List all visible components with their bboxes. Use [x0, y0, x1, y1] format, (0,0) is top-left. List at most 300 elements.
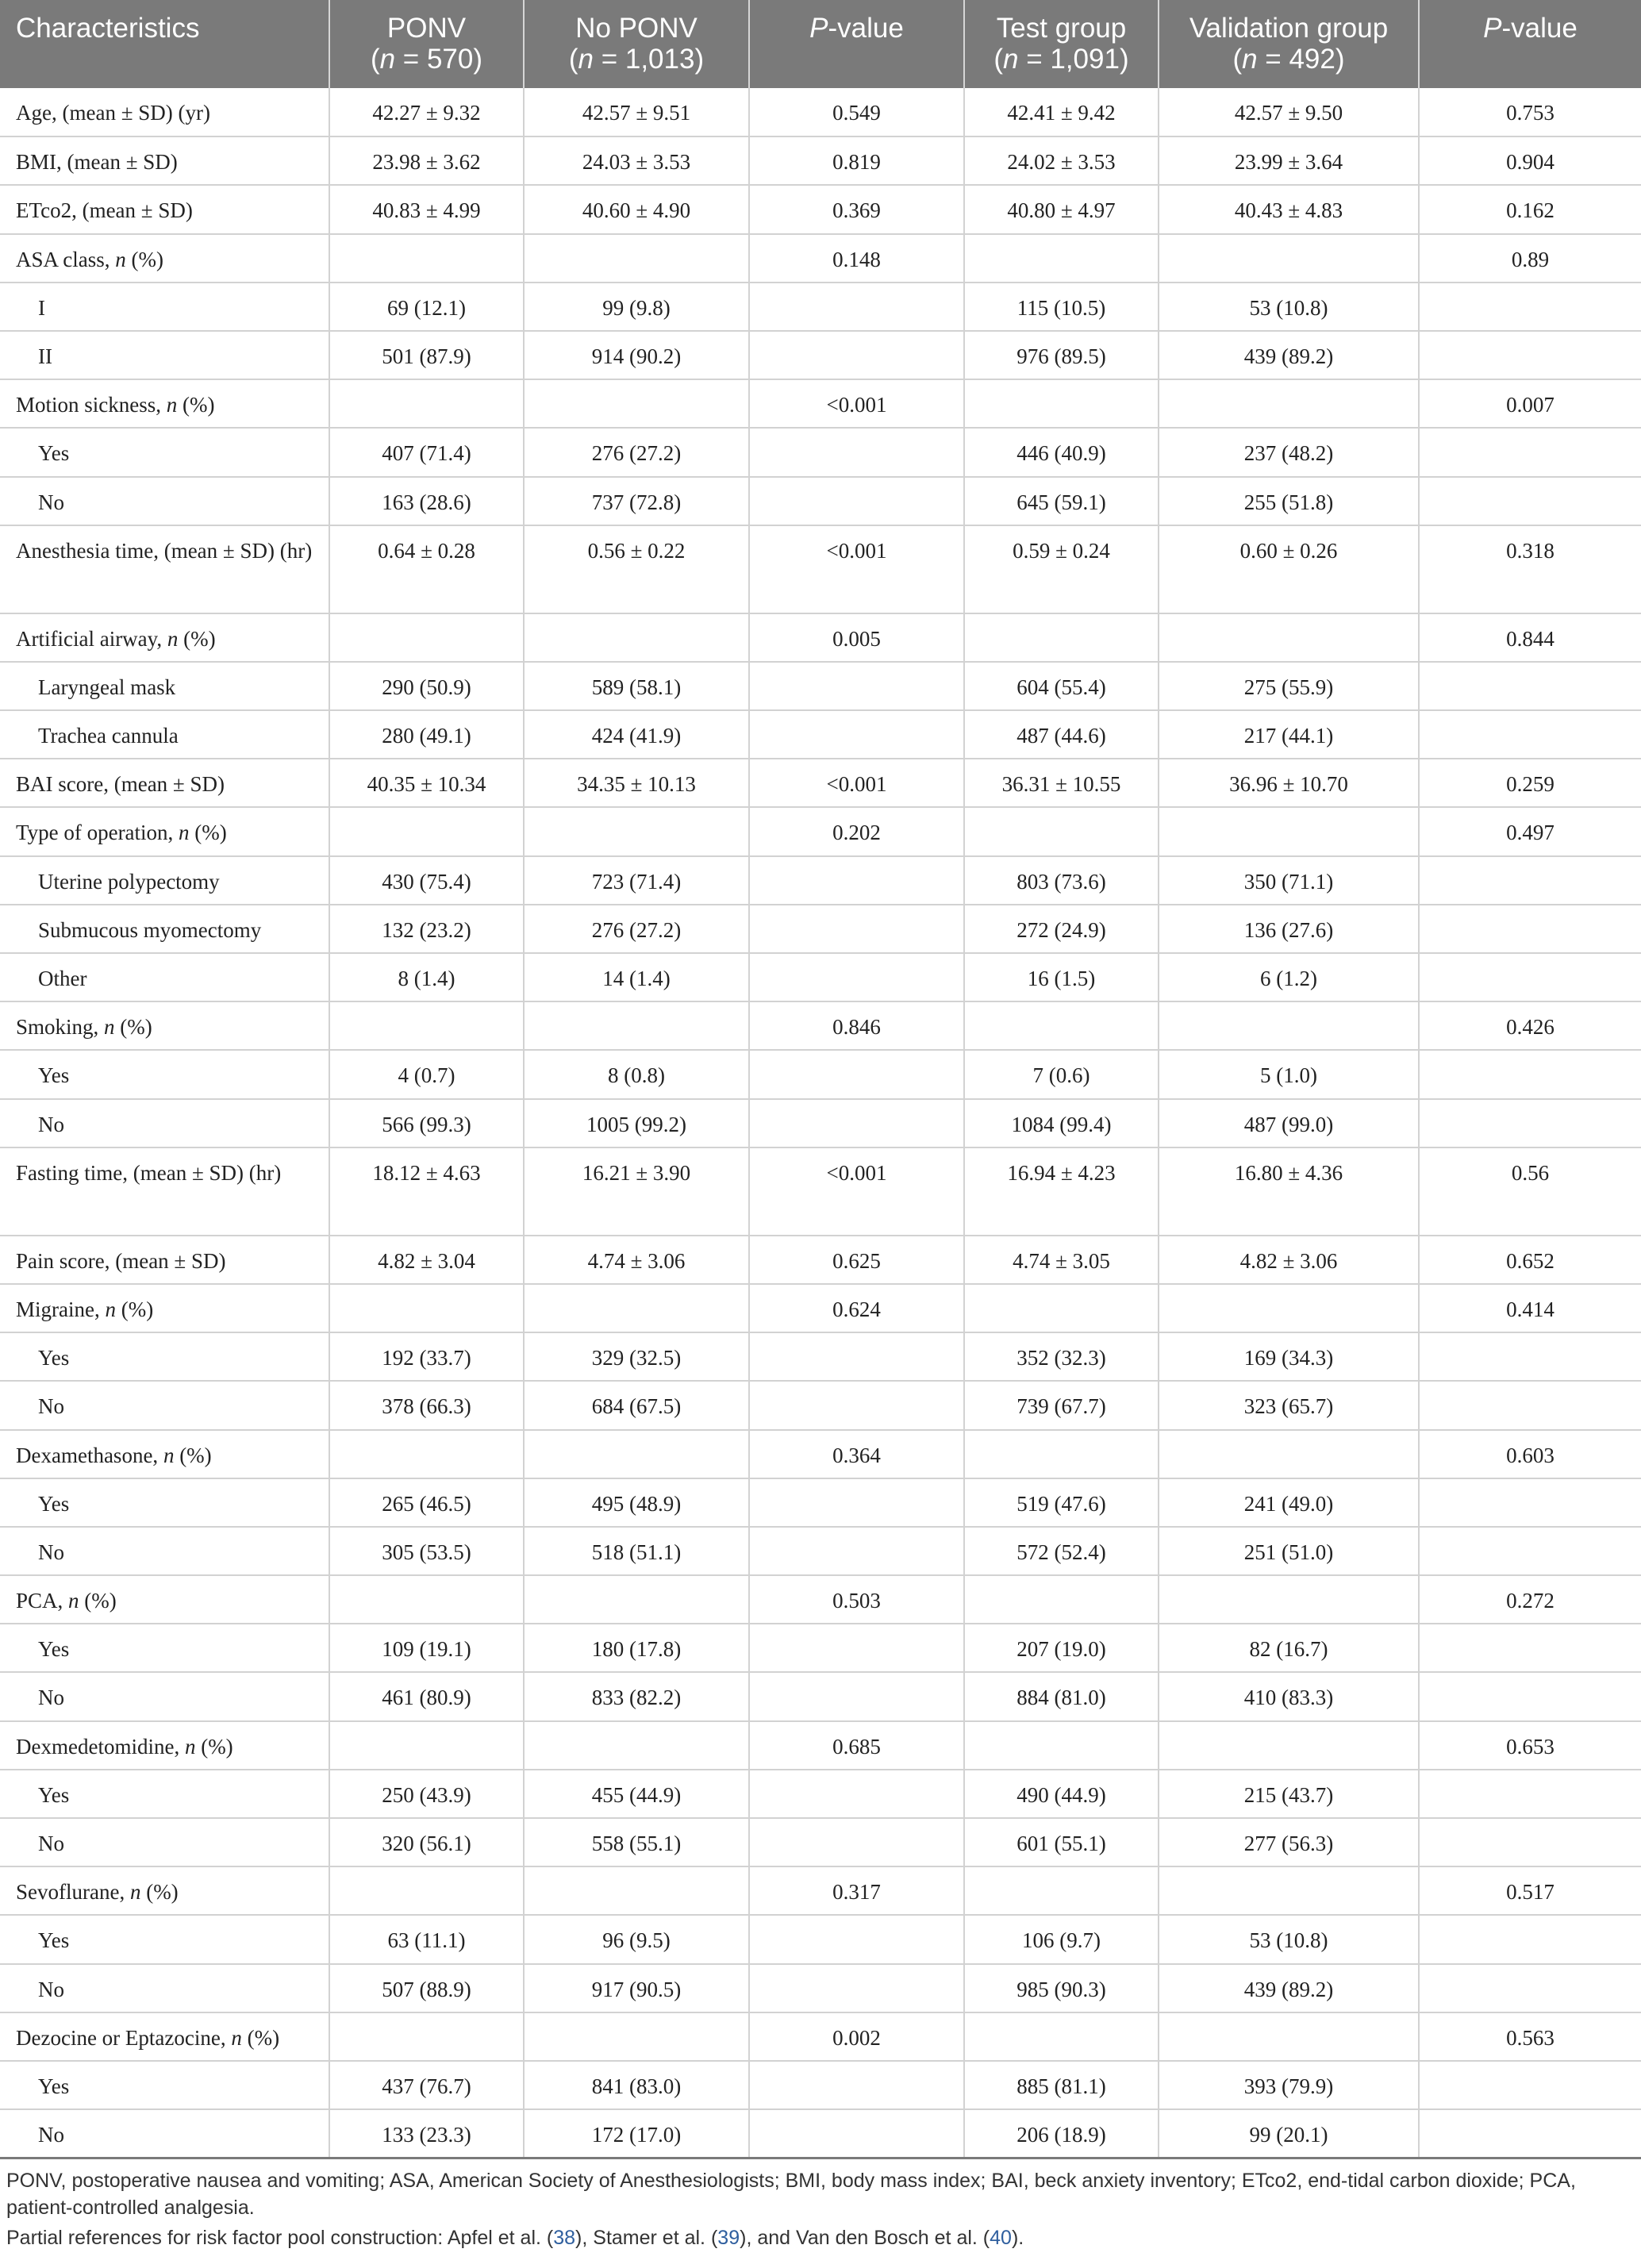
table-cell: 42.57 ± 9.51 [524, 88, 749, 136]
table-cell [1419, 2061, 1641, 2109]
table-cell: 0.603 [1419, 1430, 1641, 1478]
table-cell: 495 (48.9) [524, 1478, 749, 1527]
row-label: Yes [0, 1915, 329, 1963]
table-cell: 24.03 ± 3.53 [524, 136, 749, 185]
table-cell [329, 1866, 524, 1915]
table-cell: 277 (56.3) [1159, 1818, 1419, 1866]
row-label: BMI, (mean ± SD) [0, 136, 329, 185]
table-cell: 4.82 ± 3.06 [1159, 1236, 1419, 1284]
table-cell [1419, 428, 1641, 476]
table-cell: 172 (17.0) [524, 2109, 749, 2158]
table-cell [329, 1575, 524, 1624]
table-cell [329, 1001, 524, 1050]
table-cell: 0.497 [1419, 807, 1641, 855]
table-cell: 0.59 ± 0.24 [964, 525, 1159, 613]
row-label: II [0, 331, 329, 379]
table-cell [524, 2012, 749, 2061]
table-cell [1419, 1624, 1641, 1672]
row-label: Age, (mean ± SD) (yr) [0, 88, 329, 136]
table-cell: 16.94 ± 4.23 [964, 1147, 1159, 1236]
table-cell: 393 (79.9) [1159, 2061, 1419, 2109]
table-cell [1419, 1818, 1641, 1866]
table-cell [964, 1001, 1159, 1050]
table-row [0, 379, 1641, 428]
table-cell [749, 428, 964, 476]
column-header-line2: (n = 570) [370, 44, 483, 75]
table-cell [749, 1770, 964, 1818]
table-cell: 163 (28.6) [329, 477, 524, 525]
table-cell [1419, 856, 1641, 905]
table-row [0, 2061, 1641, 2109]
table-row [0, 428, 1641, 476]
row-label: ETco2, (mean ± SD) [0, 185, 329, 233]
table-cell: 40.60 ± 4.90 [524, 185, 749, 233]
table-cell: 16.80 ± 4.36 [1159, 1147, 1419, 1236]
table-cell: 501 (87.9) [329, 331, 524, 379]
table-row [0, 525, 1641, 613]
table-cell: 4.74 ± 3.05 [964, 1236, 1159, 1284]
table-cell: 439 (89.2) [1159, 331, 1419, 379]
table-cell: 410 (83.3) [1159, 1672, 1419, 1720]
table-cell [964, 2012, 1159, 2061]
table-cell [524, 234, 749, 283]
table-row [0, 1915, 1641, 1963]
column-header-line2: (n = 1,091) [993, 44, 1129, 75]
table-cell [1419, 953, 1641, 1001]
table-cell: 0.148 [749, 234, 964, 283]
table-cell: 439 (89.2) [1159, 1964, 1419, 2012]
table-cell: 0.653 [1419, 1721, 1641, 1770]
table-cell [329, 807, 524, 855]
table-cell [1159, 1001, 1419, 1050]
row-label: Submucous myomectomy [0, 905, 329, 953]
table-row [0, 283, 1641, 331]
table-cell: 487 (99.0) [1159, 1099, 1419, 1147]
table-cell [749, 1964, 964, 2012]
header-row [0, 0, 1641, 88]
table-cell [964, 613, 1159, 662]
row-label: Artificial airway, n (%) [0, 613, 329, 662]
table-cell [329, 379, 524, 428]
table-cell: 42.41 ± 9.42 [964, 88, 1159, 136]
table-row [0, 2109, 1641, 2158]
table-cell: 437 (76.7) [329, 2061, 524, 2109]
table-cell [749, 1915, 964, 1963]
table-cell: 16 (1.5) [964, 953, 1159, 1001]
column-header-3 [749, 0, 964, 88]
table-cell: 350 (71.1) [1159, 856, 1419, 905]
column-header-2 [524, 0, 749, 88]
table-cell: 40.43 ± 4.83 [1159, 185, 1419, 233]
table-row [0, 1381, 1641, 1429]
table-cell: 0.005 [749, 613, 964, 662]
table-cell: 40.80 ± 4.97 [964, 185, 1159, 233]
table-cell: 0.317 [749, 1866, 964, 1915]
table-row [0, 1099, 1641, 1147]
table-cell [749, 1332, 964, 1381]
table-cell: 519 (47.6) [964, 1478, 1159, 1527]
table-cell: 0.56 ± 0.22 [524, 525, 749, 613]
table-cell: 352 (32.3) [964, 1332, 1159, 1381]
table-cell: <0.001 [749, 525, 964, 613]
table-cell: 272 (24.9) [964, 905, 1159, 953]
table-cell: 558 (55.1) [524, 1818, 749, 1866]
table-cell: 378 (66.3) [329, 1381, 524, 1429]
row-label: No [0, 1672, 329, 1720]
row-label: No [0, 1381, 329, 1429]
table-cell: 6 (1.2) [1159, 953, 1419, 1001]
table-cell: 0.819 [749, 136, 964, 185]
table-cell: 841 (83.0) [524, 2061, 749, 2109]
table-cell: 132 (23.2) [329, 905, 524, 953]
table-cell: 1005 (99.2) [524, 1099, 749, 1147]
table-cell: 455 (44.9) [524, 1770, 749, 1818]
table-cell: 99 (9.8) [524, 283, 749, 331]
table-cell [749, 1478, 964, 1527]
table-cell [964, 234, 1159, 283]
table-cell [964, 1721, 1159, 1770]
row-label: Dexamethasone, n (%) [0, 1430, 329, 1478]
table-cell: 115 (10.5) [964, 283, 1159, 331]
table-cell: 42.27 ± 9.32 [329, 88, 524, 136]
table-cell [1159, 807, 1419, 855]
table-cell [1419, 477, 1641, 525]
table-cell: 737 (72.8) [524, 477, 749, 525]
table-cell [524, 379, 749, 428]
table-cell: 0.753 [1419, 88, 1641, 136]
table-cell: 290 (50.9) [329, 662, 524, 710]
row-label: No [0, 2109, 329, 2158]
table-cell: 275 (55.9) [1159, 662, 1419, 710]
row-label: No [0, 1818, 329, 1866]
table-cell [1419, 1099, 1641, 1147]
table-cell: 265 (46.5) [329, 1478, 524, 1527]
table-cell: 604 (55.4) [964, 662, 1159, 710]
row-label: Dezocine or Eptazocine, n (%) [0, 2012, 329, 2061]
table-row [0, 1147, 1641, 1236]
table-cell: 985 (90.3) [964, 1964, 1159, 2012]
table-cell: 96 (9.5) [524, 1915, 749, 1963]
table-cell: 487 (44.6) [964, 710, 1159, 759]
table-cell [1419, 1050, 1641, 1098]
table-cell [749, 283, 964, 331]
table-cell: <0.001 [749, 1147, 964, 1236]
row-label: Fasting time, (mean ± SD) (hr) [0, 1147, 329, 1236]
row-label: Laryngeal mask [0, 662, 329, 710]
table-cell: 329 (32.5) [524, 1332, 749, 1381]
table-row [0, 1332, 1641, 1381]
table-row [0, 1624, 1641, 1672]
table-cell [964, 1575, 1159, 1624]
table-row [0, 1478, 1641, 1527]
table-cell: 407 (71.4) [329, 428, 524, 476]
table-cell [749, 856, 964, 905]
row-label: Yes [0, 428, 329, 476]
column-header-line1: P-value [1483, 13, 1578, 44]
table-cell: 884 (81.0) [964, 1672, 1159, 1720]
table-cell: 0.549 [749, 88, 964, 136]
table-cell: 7 (0.6) [964, 1050, 1159, 1098]
table-cell [1419, 283, 1641, 331]
table-cell [1159, 379, 1419, 428]
row-label: BAI score, (mean ± SD) [0, 759, 329, 807]
table-cell: 430 (75.4) [329, 856, 524, 905]
column-header-0 [0, 0, 329, 88]
column-header-line2: (n = 492) [1232, 44, 1345, 75]
row-label: ASA class, n (%) [0, 234, 329, 283]
table-cell [329, 1284, 524, 1332]
table-row [0, 1284, 1641, 1332]
table-cell: 885 (81.1) [964, 2061, 1159, 2109]
table-row [0, 1866, 1641, 1915]
table-cell [749, 710, 964, 759]
table-cell [964, 1284, 1159, 1332]
table-cell: 833 (82.2) [524, 1672, 749, 1720]
column-header-line1: No PONV [575, 13, 698, 44]
table-cell: 36.96 ± 10.70 [1159, 759, 1419, 807]
table-cell: 24.02 ± 3.53 [964, 136, 1159, 185]
table-cell [524, 1284, 749, 1332]
table-cell: 566 (99.3) [329, 1099, 524, 1147]
table-cell: 0.414 [1419, 1284, 1641, 1332]
table-cell: 4 (0.7) [329, 1050, 524, 1098]
table-cell [524, 807, 749, 855]
table-cell: 82 (16.7) [1159, 1624, 1419, 1672]
row-label: Smoking, n (%) [0, 1001, 329, 1050]
table-cell: 215 (43.7) [1159, 1770, 1419, 1818]
table-cell: 507 (88.9) [329, 1964, 524, 2012]
table-cell: 0.503 [749, 1575, 964, 1624]
table-cell: 0.426 [1419, 1001, 1641, 1050]
table-cell: 136 (27.6) [1159, 905, 1419, 953]
table-cell [1419, 905, 1641, 953]
table-cell: 276 (27.2) [524, 905, 749, 953]
table-cell [749, 2109, 964, 2158]
table-cell [749, 662, 964, 710]
table-cell: 251 (51.0) [1159, 1527, 1419, 1575]
table-row [0, 1575, 1641, 1624]
table-cell: 23.99 ± 3.64 [1159, 136, 1419, 185]
table-cell [1419, 1915, 1641, 1963]
row-label: Yes [0, 1770, 329, 1818]
row-label: Dexmedetomidine, n (%) [0, 1721, 329, 1770]
row-label: Migraine, n (%) [0, 1284, 329, 1332]
table-cell: 446 (40.9) [964, 428, 1159, 476]
table-cell: 0.162 [1419, 185, 1641, 233]
references-prefix: Partial references for risk factor pool construction: [6, 2226, 448, 2249]
table-row [0, 185, 1641, 233]
reference-link[interactable]: 38 [553, 2226, 576, 2249]
table-cell: 8 (0.8) [524, 1050, 749, 1098]
table-row [0, 1770, 1641, 1818]
table-cell [329, 613, 524, 662]
table-cell [1419, 1381, 1641, 1429]
table-cell [749, 477, 964, 525]
table-row [0, 905, 1641, 953]
table-cell: 133 (23.3) [329, 2109, 524, 2158]
table-cell: 69 (12.1) [329, 283, 524, 331]
table-cell [524, 1866, 749, 1915]
row-label: Trachea cannula [0, 710, 329, 759]
table-cell: 255 (51.8) [1159, 477, 1419, 525]
table-cell [749, 953, 964, 1001]
table-cell: 106 (9.7) [964, 1915, 1159, 1963]
row-label: Anesthesia time, (mean ± SD) (hr) [0, 525, 329, 613]
row-label: Sevoflurane, n (%) [0, 1866, 329, 1915]
table-cell [329, 2012, 524, 2061]
row-label: Pain score, (mean ± SD) [0, 1236, 329, 1284]
table-row [0, 807, 1641, 855]
table-cell: 0.272 [1419, 1575, 1641, 1624]
table-cell [1159, 1284, 1419, 1332]
table-row [0, 1721, 1641, 1770]
table-cell: 180 (17.8) [524, 1624, 749, 1672]
table-cell [1419, 1478, 1641, 1527]
table-cell: 0.202 [749, 807, 964, 855]
table-cell [749, 1527, 964, 1575]
table-cell: 53 (10.8) [1159, 283, 1419, 331]
table-cell: 18.12 ± 4.63 [329, 1147, 524, 1236]
column-header-5 [1159, 0, 1419, 88]
table-cell [749, 1818, 964, 1866]
table-cell: 323 (65.7) [1159, 1381, 1419, 1429]
abbreviations-note: PONV, postoperative nausea and vomiting; ASA, American Society of Anesthesiologists; BMI, body mass index; BAI, beck anxiety inventory; ETco2, end-tidal carbon dioxide; PCA, patient-controlled analgesia. [6, 2169, 1576, 2219]
table-cell: 589 (58.1) [524, 662, 749, 710]
table-cell [964, 1866, 1159, 1915]
column-header-line1: P-value [809, 13, 904, 44]
table-cell: 40.83 ± 4.99 [329, 185, 524, 233]
table-cell: 207 (19.0) [964, 1624, 1159, 1672]
table-cell [1159, 2012, 1419, 2061]
table-cell: 572 (52.4) [964, 1527, 1159, 1575]
table-row [0, 331, 1641, 379]
table-cell [964, 807, 1159, 855]
table-cell: 63 (11.1) [329, 1915, 524, 1963]
table-cell: 684 (67.5) [524, 1381, 749, 1429]
table-cell [524, 1575, 749, 1624]
table-cell: 0.624 [749, 1284, 964, 1332]
reference-author: Stamer et al. [593, 2226, 706, 2249]
table-cell: 0.60 ± 0.26 [1159, 525, 1419, 613]
table-cell [749, 1624, 964, 1672]
table-cell [749, 2061, 964, 2109]
table-cell [329, 1721, 524, 1770]
table-row [0, 953, 1641, 1001]
table-cell: 5 (1.0) [1159, 1050, 1419, 1098]
table-cell: 16.21 ± 3.90 [524, 1147, 749, 1236]
table-row [0, 2012, 1641, 2061]
table-row [0, 856, 1641, 905]
table-cell: <0.001 [749, 379, 964, 428]
table-cell: 34.35 ± 10.13 [524, 759, 749, 807]
row-label: No [0, 477, 329, 525]
table-row [0, 1964, 1641, 2012]
table-cell [524, 1430, 749, 1478]
table-cell [1419, 331, 1641, 379]
table-cell: 1084 (99.4) [964, 1099, 1159, 1147]
row-label: No [0, 1527, 329, 1575]
table-cell [1419, 1964, 1641, 2012]
table-cell: 280 (49.1) [329, 710, 524, 759]
table-cell [1419, 662, 1641, 710]
table-cell: 40.35 ± 10.34 [329, 759, 524, 807]
table-cell: 490 (44.9) [964, 1770, 1159, 1818]
row-label: PCA, n (%) [0, 1575, 329, 1624]
table-cell: 461 (80.9) [329, 1672, 524, 1720]
table-cell [524, 1001, 749, 1050]
table-cell: 109 (19.1) [329, 1624, 524, 1672]
table-cell [1159, 1575, 1419, 1624]
table-cell: 0.904 [1419, 136, 1641, 185]
table-cell: 0.844 [1419, 613, 1641, 662]
table-cell [1159, 1866, 1419, 1915]
table-cell: 645 (59.1) [964, 477, 1159, 525]
table-cell: 723 (71.4) [524, 856, 749, 905]
table-row [0, 1236, 1641, 1284]
reference-link[interactable]: 39 [717, 2226, 740, 2249]
row-label: No [0, 1099, 329, 1147]
table-cell [749, 331, 964, 379]
table-cell [1159, 1430, 1419, 1478]
table-cell: 803 (73.6) [964, 856, 1159, 905]
table-cell: <0.001 [749, 759, 964, 807]
table-cell [329, 234, 524, 283]
reference-link[interactable]: 40 [990, 2226, 1012, 2249]
table-cell [749, 1381, 964, 1429]
table-row [0, 1001, 1641, 1050]
reference-author: Apfel et al. [447, 2226, 541, 2249]
table-cell: 0.625 [749, 1236, 964, 1284]
table-cell [1419, 710, 1641, 759]
table-cell: 169 (34.3) [1159, 1332, 1419, 1381]
table-row [0, 759, 1641, 807]
table-cell: 4.82 ± 3.04 [329, 1236, 524, 1284]
table-row [0, 1527, 1641, 1575]
table-cell: 0.64 ± 0.28 [329, 525, 524, 613]
table-cell: 0.652 [1419, 1236, 1641, 1284]
table-row [0, 477, 1641, 525]
table-footnotes [0, 2159, 1641, 2251]
table-cell: 8 (1.4) [329, 953, 524, 1001]
table-cell: 276 (27.2) [524, 428, 749, 476]
table-row [0, 1672, 1641, 1720]
table-cell [1419, 1770, 1641, 1818]
table-cell [964, 379, 1159, 428]
table-cell: 53 (10.8) [1159, 1915, 1419, 1963]
row-label: No [0, 1964, 329, 2012]
column-header-line1: Characteristics [16, 13, 200, 44]
table-header [0, 0, 1641, 88]
table-cell [1419, 1527, 1641, 1575]
table-cell: 518 (51.1) [524, 1527, 749, 1575]
table-cell [749, 1099, 964, 1147]
table-cell [749, 905, 964, 953]
table-cell: 424 (41.9) [524, 710, 749, 759]
table-cell: 0.369 [749, 185, 964, 233]
table-cell: 0.846 [749, 1001, 964, 1050]
table-cell [749, 1672, 964, 1720]
table-cell [329, 1430, 524, 1478]
table-cell [524, 1721, 749, 1770]
table-cell [1419, 1672, 1641, 1720]
table-cell [1419, 2109, 1641, 2158]
table-row [0, 234, 1641, 283]
row-label: Yes [0, 1478, 329, 1527]
table-row [0, 1050, 1641, 1098]
table-cell [964, 1430, 1159, 1478]
table-cell: 0.56 [1419, 1147, 1641, 1236]
table-row [0, 710, 1641, 759]
